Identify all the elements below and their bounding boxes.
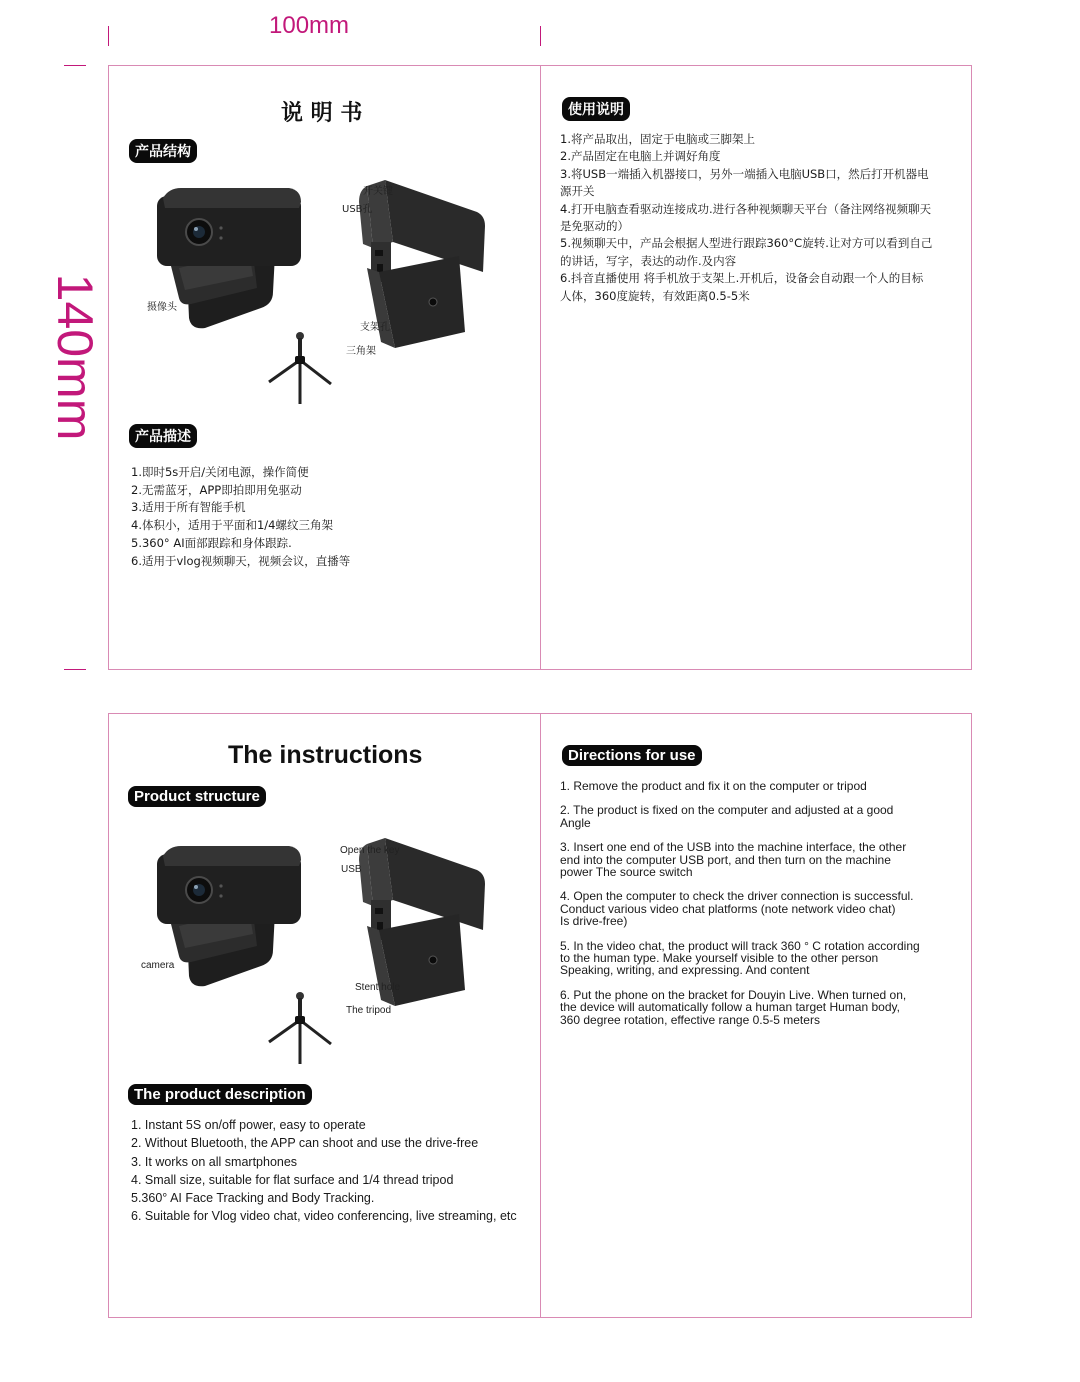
description-heading: 产品描述	[129, 424, 197, 448]
list-item: 4.体积小，适用于平面和1/4螺纹三角架	[131, 518, 333, 533]
width-tick-right	[540, 26, 541, 46]
list-item: 6.抖音直播使用 将手机放于支架上.开机后，设备会自动跟一个人的目标 人体，360度旋转，有效距离0.5-5米	[560, 271, 924, 303]
label-camera: camera	[141, 960, 175, 971]
usage-heading: 使用说明	[562, 97, 630, 121]
list-item: 5.360° AI Face Tracking and Body Tracking.	[131, 1191, 375, 1206]
usage-heading: Directions for use	[562, 745, 702, 766]
width-dimension-label: 100mm	[269, 12, 350, 39]
list-item: 6. Put the phone on the bracket for Douyin Live. When turned on, the device will automatically follow a human target Human body, 360 degree rotation, effective range 0.5-5 meters	[560, 987, 907, 1027]
list-item: 4.打开电脑查看驱动连接成功.进行各种视频聊天平台（备注网络视频聊天 是免驱动的）	[560, 201, 932, 234]
list-item: 2.无需蓝牙，APP即拍即用免驱动	[131, 482, 302, 497]
list-item: 2. Without Bluetooth, the APP can shoot and use the drive-free	[131, 1136, 479, 1151]
camera-front-image	[149, 178, 309, 338]
tripod-image	[265, 990, 335, 1070]
label-camera: 摄像头	[147, 302, 177, 313]
list-item: 5.360° AI面部跟踪和身体跟踪.	[131, 535, 292, 550]
manual-sheet-english	[108, 713, 972, 1318]
list-item: 5. In the video chat, the product will track 360 ° C rotation according to the human type. Make yourself visible to the other person Speaking, writing, and expressing. And content	[560, 938, 920, 978]
fold-line	[540, 714, 541, 1317]
list-item: 4. Open the computer to check the driver connection is successful. Conduct various video chat platforms (note network video chat) Is drive-free)	[560, 889, 914, 929]
label-stent-hole: 支架孔	[360, 322, 390, 333]
manual-sheet-chinese	[108, 65, 972, 670]
height-tick-bottom	[64, 669, 86, 670]
label-usb: USB孔	[342, 204, 373, 215]
description-list	[131, 1116, 517, 1226]
label-usb: USB	[341, 864, 362, 875]
structure-heading: 产品结构	[129, 139, 197, 163]
page-title: 说 明 书	[281, 101, 363, 126]
list-item: 3.适用于所有智能手机	[131, 500, 246, 515]
list-item: 4. Small size, suitable for flat surface and 1/4 thread tripod	[131, 1172, 454, 1187]
structure-heading: Product structure	[128, 786, 266, 807]
height-dimension-label: 140mm	[47, 273, 103, 441]
width-tick-left	[108, 26, 109, 46]
page-title: The instructions	[228, 741, 423, 769]
camera-front-image	[149, 836, 309, 996]
label-tripod: 三角架	[346, 346, 376, 357]
list-item: 3. Insert one end of the USB into the machine interface, the other end into the computer USB port, and then turn on the machine power The source switch	[560, 840, 907, 880]
fold-line	[540, 66, 541, 669]
list-item: 1.即时5s开启/关闭电源，操作简便	[131, 465, 309, 479]
list-item: 6. Suitable for Vlog video chat, video conferencing, live streaming, etc	[131, 1209, 517, 1224]
description-heading: The product description	[128, 1084, 312, 1105]
list-item: 5.视频聊天中，产品会根据人型进行跟踪360°C旋转.让对方可以看到自己 的讲话，写字，表达的动作.及内容	[560, 236, 933, 268]
label-switch: Open the key	[340, 845, 400, 856]
usage-list	[560, 780, 920, 1026]
list-item: 2.产品固定在电脑上并调好角度	[560, 149, 721, 164]
tripod-image	[265, 330, 335, 410]
label-stent-hole: Stent hole	[355, 982, 401, 993]
list-item: 6.适用于vlog视频聊天，视频会议，直播等	[131, 553, 351, 568]
list-item: 1. Instant 5S on/off power, easy to operate	[131, 1118, 366, 1132]
label-tripod: The tripod	[346, 1005, 392, 1016]
label-switch: 开关键	[363, 186, 393, 197]
list-item: 1.将产品取出，固定于电脑或三脚架上	[560, 132, 755, 146]
list-item: 2. The product is fixed on the computer and adjusted at a good Angle	[560, 803, 894, 830]
list-item: 3. It works on all smartphones	[131, 1154, 298, 1169]
list-item: 3.将USB一端插入机器接口，另外一端插入电脑USB口，然后打开机器电 源开关	[560, 166, 929, 199]
list-item: 1. Remove the product and fix it on the computer or tripod	[560, 779, 867, 793]
usage-list	[560, 131, 932, 305]
height-tick-top	[64, 65, 86, 66]
description-list	[131, 464, 350, 570]
